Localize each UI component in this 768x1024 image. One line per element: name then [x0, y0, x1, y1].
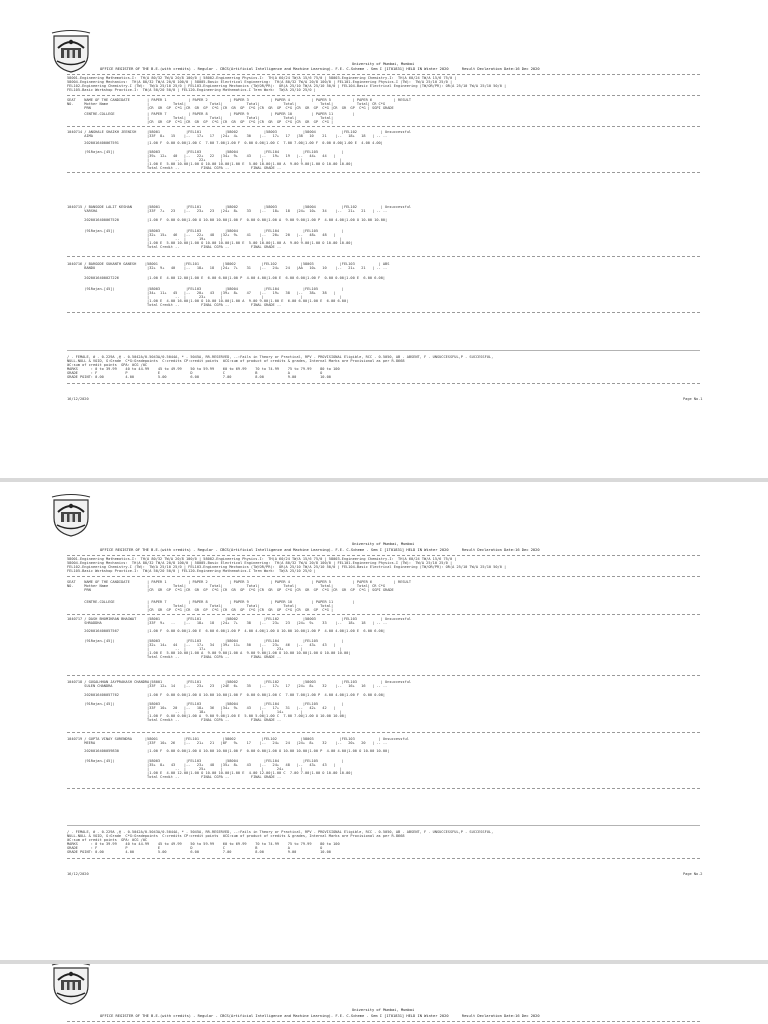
university-name: University of Mumbai, Mumbai	[352, 1008, 415, 1012]
record-line: BANDU |32+ 9+ 40 |-- 18+ 18 |24+ 7+ 31 |-- 24+ 24 |AA 10+ 10 |-- 21+ 21 | -- --	[67, 266, 388, 270]
record-line: 1040719 / GUPTA VINAY SURENDRA |58001 |FEL101 |58002 |FEL102 |58003 |FEL103 | Unsuccessful	[67, 737, 409, 741]
legend-line: NULL-NULL & VOID, G:Grade C*G:Gradepoints C:credits CP:credit points äCG:sum of product of credits & grades, Internal Marks are Provisional as per R.8668	[67, 359, 405, 363]
register-title: OFFICE REGISTER OF THE B.E.(with credits) - Regular - CBCS(Artificial Intelligence and Machine Learning)- F.E. C-Scheme - Sem I [1T01831] HELD IN Winter 2020 Result Declaration Date:16 Dec 2020	[100, 67, 540, 71]
record-line: |1.00 E 5.00 10.00|1.00 O 10.00 10.00|1.00 E 5.00 10.00|1.00 A 9.00 9.00|1.00 O 10.00 10.00|	[67, 241, 353, 245]
university-name: University of Mumbai, Mumbai	[352, 62, 415, 66]
record-line: MEERA |33F 10+ 26 |-- 21+ 21 |8F 9+ 17 |-- 24+ 24 |24+ 8+ 32 |-- 20+ 20 | -- --	[67, 741, 388, 745]
column-header: |CR GR GP C*G |CR GR GP C*G |CR GR GP C*G |CR GR GP C*G |CR GR GP C*G |	[67, 608, 334, 612]
record-line: Total Credit -- FINAL CGPA -- FINAL GRADE --	[67, 166, 282, 170]
divider	[67, 825, 700, 826]
record-line: 2020016400059830 |1.00 F 0.00 0.00|1.00 O 10.00 10.00|1.00 F 0.00 0.00|1.00 O 10.00 10.00|1.00 P 4.00 4.00|1.00 O 10.00 10.00|	[67, 749, 390, 753]
university-crest-icon	[48, 964, 94, 1006]
divider	[67, 576, 700, 577]
record-line: 1040717 / DASH BHOMIKRAN BHAGWAT |58001 |FEL101 |58002 |FEL102 |58003 |FEL103 | Unsuccessful	[67, 617, 412, 621]
divider	[67, 614, 700, 615]
record-line: Total Credit -- FINAL CGPA -- FINAL GRADE --	[67, 718, 282, 722]
column-header: SEAT NAME OF THE CANDIDATE | PAPER 1 | PAPER 2 | PAPER 3 | PAPER 4 | PAPER 5 | PAPER 6 | RESULT	[67, 580, 412, 584]
record-line: 1040714 / ANGHALE SHAIKH JEENISH |58001 |FEL101 |58002 |58003 |58004 |FEL102 | Unsuccessful	[67, 130, 412, 134]
record-line: (91Rajan-[45]) |58003 |FEL103 |58004 |FEL104 |FEL105 |	[67, 150, 344, 154]
column-header: | Total| Total| Total| Total| Total|	[67, 604, 334, 608]
record-line: (91Rajan-[45]) |58003 |FEL103 |58004 |FEL104 |FEL105 |	[67, 702, 344, 706]
subject-line: FEL102-Engineering Chemistry-I (TW): TW/A 25/10 25/0 | FEL103-Engineering Mechanics (TW/OR/PR): OR(A 25/10 TW/A 25/10 50/0 | FEL104-Basic Electrical Engineering (TW/OR/PR): OR(A 25/10 TW/A 25/10 50/0 |	[67, 84, 507, 88]
divider	[67, 675, 700, 676]
record-line: (91Rajan-[45]) |58003 |FEL103 |58004 |FEL104 |FEL105 |	[67, 287, 344, 291]
record-line: 1040718 / GUGALHHAN JAYPRAKASH CHANDRA|58001 |FEL101 |58002 |FEL102 |58003 |FEL103 | Unsuccessful	[67, 680, 412, 684]
record-line: Total Credit -- FINAL CGPA -- FINAL GRADE --	[67, 245, 282, 249]
record-line: SULEN CHANDRA |33F 12+ 14 |-- 23+ 23 |24E 6+ 35 |-- 17+ 17 |24+ 8+ 32 |-- 16+ 16 | -- --	[67, 684, 388, 688]
legend-line: MARKS : 0 to 39.99 40 to 44.99 45 to 49.99 50 to 59.99 60 to 69.99 70 to 74.99 75 to 79.99 80 to 100	[67, 842, 340, 846]
column-header: PRN |CR GR GP C*G |CR GR GP C*G |CR GR GP C*G |CR GR GP C*G |CR GR GP C*G |CR GR GP C*G | SGPI GRADE	[67, 106, 394, 110]
record-line: | -- | 18+ | | 14+ | |	[67, 710, 342, 714]
record-line: 1040715 / BANSODE LALIT KESHAN |58001 |FEL101 |58002 |58003 |58004 |FEL102 | Unsuccessful	[67, 205, 412, 209]
record-line: |33F 10+ 20 |-- 18+ 36 |34+ 9+ 43 |-- 17+ 31 |-- 42+ 42 |	[67, 706, 336, 710]
record-line: 2020016400067591 |1.00 F 0.00 0.00|1.00 C 7.00 7.00|1.00 F 0.00 0.00|1.00 C 7.00 7.00|1.00 F 0.00 0.00|1.00 E 4.00 4.00|	[67, 141, 383, 145]
record-line: Total Credit -- FINAL CGPA -- FINAL GRADE --	[67, 775, 282, 779]
university-name: University of Mumbai, Mumbai	[352, 542, 415, 546]
subject-line: FEL105-Basic Workshop Practice-I: TW(A 50/20 50/0 | FEL120-Engineering Mathematics-I Term Work: TW/A 25/10 25/0 |	[67, 569, 316, 573]
register-page-3	[0, 964, 768, 1024]
record-line: 2020016400057567 |1.00 F 0.00 0.00|1.00 E 6.00 6.00|1.00 P 4.00 4.00|1.00 O 10.00 10.00|1.00 P 4.00 4.00|1.00 E 6.00 6.00|	[67, 629, 386, 633]
column-header: CENTRE-COLLEGE | PAPER 7 | PAPER 8 | PAPER 9 | PAPER 10 | PAPER 11 |	[67, 112, 355, 116]
divider	[67, 172, 700, 173]
record-line: SHRADDHA |33F 9+ -- |-- 18+ 18 |24+ 7+ 38 |-- 23+ 23 |24+ 9+ 33 |-- 18+ 18 | -- --	[67, 621, 388, 625]
divider	[67, 74, 700, 75]
record-line: |1.00 E 5.00 10.00|1.00 O 10.00 10.00|1.00 E 5.00 10.00|1.00 A 9.00 9.00|1.00 O 10.00 10.00|	[67, 162, 353, 166]
record-line: |39+ 12+ 40 |-- 22+ 22 |34+ 9+ 43 |-- 19+ 19 |-- 44+ 44 |	[67, 154, 336, 158]
divider	[67, 95, 700, 96]
record-line: VARSHA |33F 7+ 23 |-- 23+ 23 |24+ 8+ 33 |-- 18+ 18 |24+ 10+ 34 |-- 21+ 21 | -- --	[67, 209, 388, 213]
record-line: Total Credit -- FINAL CGPA -- FINAL GRADE --	[67, 655, 282, 659]
column-header: PRN |CR GR GP C*G |CR GR GP C*G |CR GR GP C*G |CR GR GP C*G |CR GR GP C*G |CR GR GP C*G | SGPI GRADE	[67, 588, 394, 592]
legend-line: GRADE POINT: 0.00 4.00 5.00 6.00 7.00 8.00 9.00 10.00	[67, 850, 331, 854]
subject-line: 58001-Engineering Mathematics-I: TH(A 80/32 TW/A 20/8 100/0 | 58002-Engineering Physics-I: TH(A 60/24 TW/A 15/6 75/0 | 58003-Engineering Chemistry-I: TH(A 60/24 TW/A 15/6 75/0 |	[67, 557, 457, 561]
print-date: 16/12/2020	[67, 872, 89, 876]
page-number: Page No.1	[683, 397, 703, 401]
legend-line: / - FEMALE, # - 0.229A ,@ - 0.5042A/0.5043A/0.5044A, * - 5045A, RR-RESERVED, --:Fails in Theory or Practical, RPV - PROVISIONAL Eligible, RCC - 0.5050, AB - ABSENT, F - UNSUCCESSFUL,P - SUCCESSFUL,	[67, 830, 494, 834]
legend-line: GRADE : F P E D C B A O	[67, 371, 323, 375]
record-line: |1.00 E 4.00 12.00|1.00 O 10.00 10.00|1.00 E 4.00 12.00|1.00 C 7.00 7.00|1.00 O 10.00 10.00|	[67, 771, 353, 775]
column-header: SEAT NAME OF THE CANDIDATE | PAPER 1 | PAPER 2 | PAPER 3 | PAPER 4 | PAPER 5 | PAPER 6 | RESULT	[67, 98, 412, 102]
record-line: 1040716 / BARGODE SUKANTH GANESH |58001 |FEL101 |58002 |FEL102 |58003 |FEL103 | ABS	[67, 262, 390, 266]
register-title: OFFICE REGISTER OF THE B.E.(with credits) - Regular - CBCS(Artificial Intelligence and Machine Learning)- F.E. C-Scheme - Sem I [1T01831] HELD IN Winter 2020 Result Declaration Date:16 Dec 2020	[100, 1014, 540, 1018]
record-line: | -- | 19+ | | | |	[67, 237, 342, 241]
university-crest-icon	[48, 28, 94, 74]
record-line: |1.00 F 0.00 0.00|1.00 A 9.00 9.00|1.00 E 5.00 5.00|1.00 C 7.00 7.00|1.00 O 10.00 10.00|	[67, 714, 347, 718]
record-line: AIMA |33F 8+ 15 |-- 17+ 17 |24+ 4+ 30 |-- 17+ 17 |38 10 21 |-- 18+ 18 | -- --	[67, 134, 388, 138]
record-line: (91Rajan-[45]) |58003 |FEL103 |58004 |FEL104 |FEL105 |	[67, 759, 344, 763]
record-line: 2020016400027226 |1.00 E 4.00 12.00|1.00 E 6.00 6.00|1.00 P 4.00 4.00|1.00 E 6.00 6.00|1.00 F 0.00 0.00|1.00 E 6.00 6.00|	[67, 276, 386, 280]
record-line: |35+ 8+ 43 |-- 23+ 48 |35+ 8+ 43 |-- 24+ 48 |-- 43+ 43 |	[67, 763, 336, 767]
subject-line: FEL102-Engineering Chemistry-I (TW): TW/A 25/10 25/0 | FEL103-Engineering Mechanics (TW/OR/PR): OR(A 25/10 TW/A 25/10 50/0 | FEL104-Basic Electrical Engineering (TW/OR/PR): OR(A 25/10 TW/A 25/10 50/0 |	[67, 565, 507, 569]
legend-line: äC:sum of credit points GPA: äCG /äC	[67, 838, 148, 842]
record-line: 2020016400067520 |1.00 F 0.00 0.00|1.00 O 10.00 10.00|1.00 F 0.00 0.00|1.00 A 9.00 9.00|1.00 P 4.00 4.00|1.00 O 10.00 10.00|	[67, 218, 388, 222]
record-line: |1.00 E 5.00 10.00|1.00 A 9.00 9.00|1.00 A 9.00 9.00|1.00 O 10.00 10.00|1.00 O 10.00 10.00|	[67, 651, 351, 655]
divider	[67, 732, 700, 733]
record-line: | -- | 17+ | | 23+ | |	[67, 647, 342, 651]
record-line: |1.00 E 4.00 16.00|1.00 O 10.00 10.00|1.00 A 9.00 9.00|1.00 E 6.00 6.00|1.00 E 6.00 6.00|	[67, 299, 349, 303]
page-number: Page No.2	[683, 872, 703, 876]
record-line: 2020016400057762 |1.00 F 0.00 0.00|1.00 O 10.00 10.00|1.00 F 0.00 0.00|1.00 C 7.00 7.00|1.00 P 4.00 4.00|1.00 F 0.00 0.00|	[67, 693, 386, 697]
register-title: OFFICE REGISTER OF THE B.E.(with credits) - Regular - CBCS(Artificial Intelligence and Machine Learning)- F.E. C-Scheme - Sem I [1T01831] HELD IN Winter 2020 Result Declaration Date:16 Dec 2020	[100, 548, 540, 552]
legend-line: / - FEMALE, # - 0.229A ,@ - 0.5042A/0.5043A/0.5044A, * - 5045A, RR-RESERVED, --:Fails in Theory or Practical, RPV - PROVISIONAL Eligible, RCC - 0.5050, AB - ABSENT, F - UNSUCCESSFUL,P - SUCCESSFUL,	[67, 355, 494, 359]
divider	[67, 126, 700, 127]
record-line: | -- | 22+ | | | |	[67, 158, 342, 162]
legend-line: GRADE POINT: 0.00 4.00 5.00 6.00 7.00 8.00 9.00 10.00	[67, 375, 331, 379]
record-line: | -- | 25+ | | 24+ | |	[67, 767, 342, 771]
record-line: |32+ 14+ 44 |-- 17+ 34 |39+ 11+ 50 |-- 23+ 46 |-- 43+ 43 |	[67, 643, 336, 647]
divider	[67, 788, 700, 789]
subject-line: 58004-Engineering Mechanics: TH(A 80/32 TW/A 20/8 100/0 | 58005-Basic Electrical Engineering: TH(A 80/32 TW/A 20/8 100/0 | FEL101-Engineering Physics-I (TW): TW/A 25/10 25/0 |	[67, 80, 453, 84]
column-header: NO. Mother Name | Total| Total| Total| Total| Total| Total| CR C*G	[67, 102, 386, 106]
column-header: CENTRE-COLLEGE | PAPER 7 | PAPER 8 | PAPER 9 | PAPER 10 | PAPER 11 |	[67, 600, 355, 604]
divider	[67, 383, 700, 384]
subject-line: 58004-Engineering Mechanics: TH(A 80/32 TW/A 20/8 100/0 | 58005-Basic Electrical Engineering: TH(A 80/32 TW/A 20/8 100/0 | FEL101-Engineering Physics-I (TW): TW/A 25/10 25/0 |	[67, 561, 453, 565]
register-page-1	[0, 0, 768, 478]
column-header: | Total| Total| Total| Total| Total|	[67, 116, 334, 120]
divider	[67, 858, 700, 859]
record-line: (91Rajan-[45]) |58003 |FEL103 |58004 |FEL104 |FEL105 |	[67, 229, 344, 233]
divider	[67, 312, 700, 313]
divider	[67, 1021, 700, 1022]
legend-line: MARKS : 0 to 39.99 40 to 44.99 45 to 49.99 50 to 59.99 60 to 69.99 70 to 74.99 75 to 79.99 80 to 100	[67, 367, 340, 371]
divider	[67, 350, 700, 351]
subject-line: 58001-Engineering Mathematics-I: TH(A 80/32 TW/A 20/8 100/0 | 58002-Engineering Physics-I: TH(A 60/24 TW/A 15/6 75/0 | 58003-Engineering Chemistry-I: TH(A 60/24 TW/A 15/6 75/0 |	[67, 76, 457, 80]
legend-line: GRADE : F P E D C B A O	[67, 846, 323, 850]
register-page-2	[0, 482, 768, 960]
record-line: Total Credit -- FINAL CGPA -- FINAL GRADE --	[67, 303, 282, 307]
record-line: | -- | 23+ | | | |	[67, 295, 342, 299]
divider	[67, 555, 700, 556]
legend-line: NULL-NULL & VOID, G:Grade C*G:Gradepoints C:credits CP:credit points äCG:sum of product of credits & grades, Internal Marks are Provisional as per R.8668	[67, 834, 405, 838]
record-line: (91Rajan-[45]) |58003 |FEL103 |58004 |FEL104 |FEL105 |	[67, 639, 344, 643]
column-header: |CR GR GP C*G |CR GR GP C*G |CR GR GP C*G |CR GR GP C*G |CR GR GP C*G |	[67, 120, 334, 124]
print-date: 16/12/2020	[67, 397, 89, 401]
legend-line: äC:sum of credit points GPA: äCG /äC	[67, 363, 148, 367]
subject-line: FEL105-Basic Workshop Practice-I: TW(A 50/20 50/0 | FEL120-Engineering Mathematics-I Term Work: TW/A 25/10 25/0 |	[67, 88, 316, 92]
column-header: NO. Mother Name | Total| Total| Total| Total| Total| Total| CR C*G	[67, 584, 386, 588]
divider	[67, 256, 700, 257]
university-crest-icon	[48, 492, 94, 538]
record-line: |34+ 11+ 45 |-- 20+ 43 |39+ 8+ 47 |-- 19+ 38 |-- 38+ 38 |	[67, 291, 336, 295]
record-line: |32+ 15+ 46 |-- 22+ 48 |32+ 9+ 41 |-- 20+ 20 |-- 48+ 48 |	[67, 233, 336, 237]
